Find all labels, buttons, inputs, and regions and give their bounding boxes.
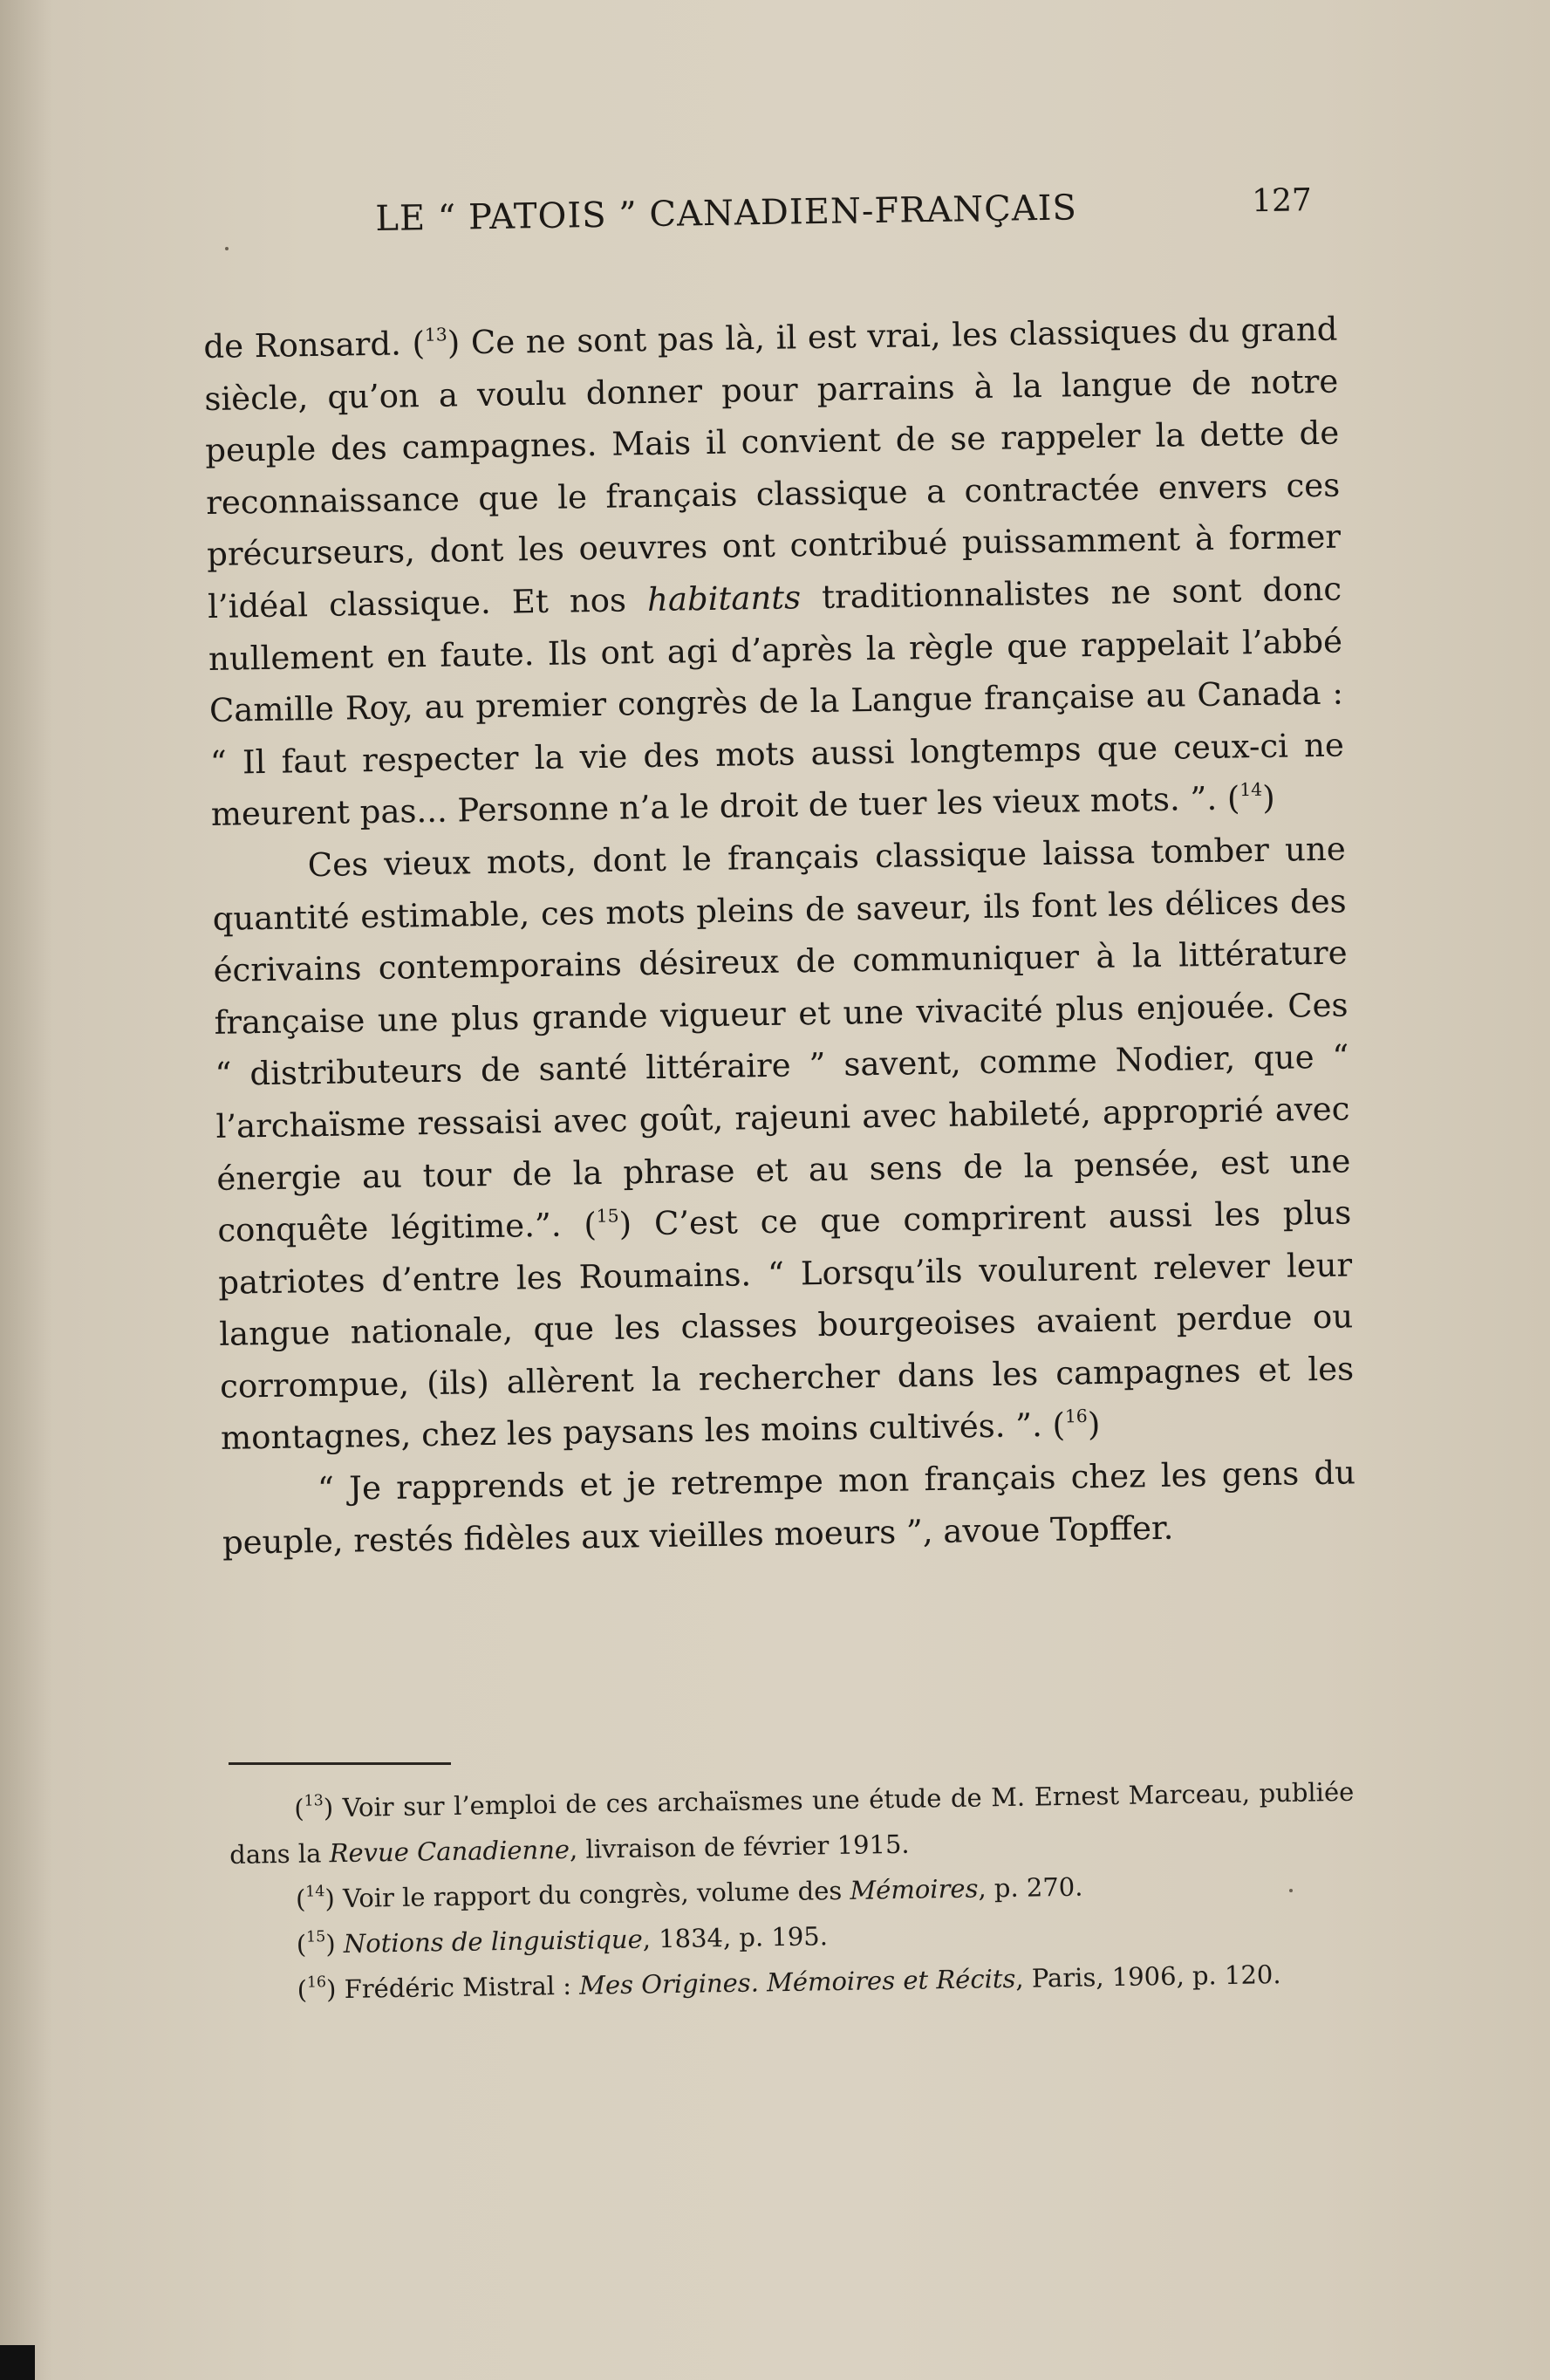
footnote-ref: 13 bbox=[424, 324, 447, 345]
italic-title: Mes Origines. Mémoires et Récits bbox=[578, 1963, 1016, 2000]
footnote-16: ($^{16}$) Frédéric Mistral : Mes Origines. Mémoires et Récits, Paris, 1906, p. 120. bbox=[297, 1959, 1281, 2005]
paragraph bbox=[222, 1446, 1357, 1569]
italic-title: Mémoires bbox=[850, 1873, 979, 1905]
text-run: , 1834, p. 195. bbox=[642, 1921, 829, 1954]
text-run: de Ronsard. ( bbox=[203, 325, 426, 366]
text-run: Voir le rapport du congrès, volume des bbox=[334, 1875, 850, 1914]
running-title: LE “ PATOIS ” CANADIEN-FRANÇAIS bbox=[375, 188, 1078, 239]
footnote-ref: 15 bbox=[596, 1205, 619, 1227]
text-run: , Paris, 1906, p. 120. bbox=[1015, 1959, 1281, 1994]
text-run: ) bbox=[1087, 1405, 1101, 1444]
text-run: traditionnalistes ne sont donc nullement en faute. Ils ont agi d’après la règle que rappelait l’abbé Camille Roy, au premier congrès de la Langue française au Canada : “ Il faut respecter la vie des mots aussi longtemps que ceux-ci ne meurent pas... Personne n’a le droit de tuer les vieux mots. ”. ( bbox=[208, 570, 1345, 834]
footnote-ref: 14 bbox=[1239, 779, 1263, 801]
footnote-14: ($^{14}$) Voir le rapport du congrès, volume des Mémoires, p. 270. bbox=[295, 1871, 1083, 1914]
paragraph bbox=[211, 823, 1355, 1464]
text-run: Ces vieux mots, dont le français classique laissa tomber une quantité estimable, ces mots pleins de saveur, ils font les délices des écrivains contemporains désireux de communiquer à la littérature française une plus grande vigueur et une vivacité plus enjouée. Ces “ distributeurs de santé littéraire ” savent, comme Nodier, que “ l’archaïsme ressaisi avec goût, rajeuni avec habileté, approprié avec énergie au tour de la phrase et au sens de la pensée, est une conquête légitime.”. ( bbox=[212, 830, 1351, 1249]
text-run: “ Je rapprends et je retrempe mon français chez les gens du peuple, restés fidèles aux vieilles moeurs ”, avoue Topffer. bbox=[222, 1453, 1356, 1562]
italic-title: Revue Canadienne bbox=[329, 1834, 570, 1869]
page-edge-shadow bbox=[0, 0, 52, 2380]
footnote-number: 16 bbox=[306, 1973, 327, 1992]
text-run: Voir sur l’emploi de ces archaïsmes une étude de M. Ernest Marceau, publiée dans la bbox=[229, 1776, 1355, 1870]
footnote-rule bbox=[229, 1762, 451, 1765]
italic-term: habitants bbox=[646, 578, 802, 619]
text-run: , livraison de février 1915. bbox=[569, 1829, 910, 1864]
paper-speck bbox=[225, 247, 229, 250]
italic-title: Notions de linguistique bbox=[343, 1924, 643, 1959]
footnotes bbox=[229, 1769, 1357, 2014]
footnote-ref: 16 bbox=[1064, 1405, 1088, 1427]
text-run: Frédéric Mistral : bbox=[336, 1970, 580, 2005]
footnote-number: 14 bbox=[305, 1883, 325, 1901]
text-run: ) bbox=[1261, 779, 1276, 817]
text-run: , p. 270. bbox=[978, 1871, 1083, 1904]
footnote-number: 15 bbox=[305, 1928, 326, 1946]
main-text bbox=[203, 304, 1356, 1569]
text-run: ) C’est ce que comprirent aussi les plus patriotes d’entre les Roumains. “ Lorsqu’ils voulurent relever leur langue nationale, que les classes bourgeoises avaient perdue ou corrompue, (ils) allèrent la rechercher dans les campagnes et les montagnes, chez les paysans les moins cultivés. ”. ( bbox=[217, 1193, 1355, 1458]
footnote-13: ($^{13}$) Voir sur l’emploi de ces archaïsmes une étude de M. Ernest Marceau, publiée dans la Revue Canadienne, livraison de février 1915. bbox=[229, 1776, 1355, 1870]
page-header bbox=[375, 182, 1313, 260]
text-run: ) Ce ne sont pas là, il est vrai, les classiques du grand siècle, qu’on a voulu donner pour parrains à la langue de notre peuple des campagnes. Mais il convient de se rappeler la dette de reconnaissance que le français classique a contractée envers ces précurseurs, dont les oeuvres ont contribué puissamment à former l’idéal classique. Et nos bbox=[204, 310, 1342, 626]
footnote-15: ($^{15}$) Notions de linguistique, 1834, p. 195. bbox=[296, 1921, 829, 1959]
page-number: 127 bbox=[1251, 182, 1313, 220]
scan-corner bbox=[0, 2345, 35, 2380]
footnote-number: 13 bbox=[304, 1792, 324, 1810]
paragraph bbox=[203, 304, 1345, 841]
